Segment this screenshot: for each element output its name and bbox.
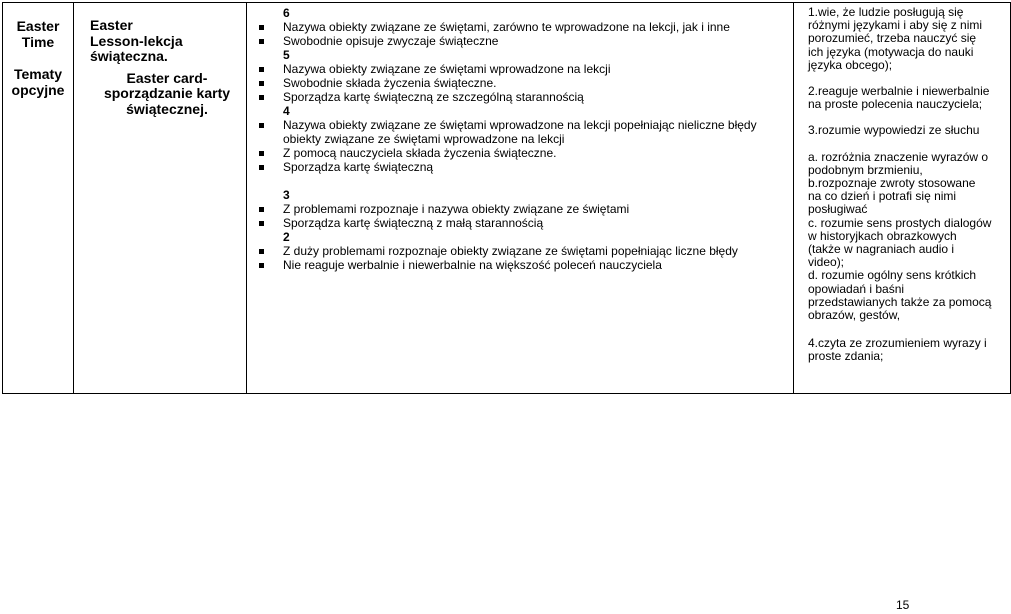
grade-heading: 3 [283,188,290,202]
square-bullet-icon [259,151,264,156]
square-bullet-icon [259,165,264,170]
requirement-line: (także w nagraniach audio i [808,242,955,257]
requirement-line: b.rozpoznaje zwroty stosowane [808,176,976,191]
topic-line: Time [21,34,55,50]
square-bullet-icon [259,249,264,254]
lesson-line: świątecznej. [126,100,208,117]
topic-line: Tematy [14,66,62,82]
requirement-line: obrazów, gestów, [808,308,901,323]
topic-line: opcyjne [11,82,65,98]
requirement-line: c. rozumie sens prostych dialogów [808,215,992,230]
criteria-list [259,118,789,174]
list-item: Z problemami rozpoznaje i nazywa obiekty związane ze świętami [259,202,789,216]
lesson-line: świąteczna. [90,48,168,64]
square-bullet-icon [259,39,264,44]
curriculum-requirements-cell [794,3,1011,394]
criteria-list [259,202,789,230]
criteria-list [259,20,789,48]
lesson-line: Lesson-lekcja [90,32,183,49]
square-bullet-icon [259,67,264,72]
list-item: Z duży problemami rozpoznaje obiekty związane ze świętami popełniając liczne błędy [259,244,789,258]
list-item: Nazywa obiekty związane ze świętami wprowadzone na lekcji popełniając nieliczne błędy obiekty związane ze świętami wprowadzone na lekcji [259,118,789,146]
list-item: Swobodnie opisuje zwyczaje świąteczne [259,34,789,48]
requirement-line: języka obcego); [808,57,893,72]
requirement-line: przedstawianych także za pomocą [808,294,992,309]
grade-heading: 5 [283,48,290,62]
requirement-line: posługiwać [808,202,868,217]
requirement-line: 3.rozumie wypowiedzi ze słuchu [808,123,980,138]
grading-criteria-cell [247,3,794,394]
topic-cell [3,3,74,394]
square-bullet-icon [259,263,264,268]
requirement-line: na proste polecenia nauczyciela; [808,97,983,112]
lesson-line: Easter [90,17,133,33]
square-bullet-icon [259,221,264,226]
grade-heading: 2 [283,230,290,244]
criteria-list [259,62,789,104]
requirement-line: a. rozróżnia znaczenie wyrazów o [808,149,989,164]
list-item: Sporządza kartę świąteczną [259,160,789,174]
list-item: Nazywa obiekty związane ze świętami wprowadzone na lekcji [259,62,789,76]
requirement-line: podobnym brzmieniu, [808,162,923,177]
criteria-list [259,244,789,272]
lesson-line: Easter card- [126,69,208,86]
grade-heading: 6 [283,6,290,20]
list-item: Sporządza kartę świąteczną z małą starannością [259,216,789,230]
requirement-line: 4.czyta ze zrozumieniem wyrazy i [808,336,987,351]
requirement-line: d. rozumie ogólny sens krótkich [808,268,977,283]
list-item: Swobodnie składa życzenia świąteczne. [259,76,789,90]
list-item: Nazywa obiekty związane ze świętami, zarówno te wprowadzone na lekcji, jak i inne [259,20,789,34]
lesson-line: sporządzanie karty [103,85,231,101]
grade-heading: 4 [283,104,290,118]
requirement-line: na co dzień i potrafi się nimi [808,189,957,204]
requirement-line: ich języka (motywacja do nauki [808,44,974,59]
requirement-line: 2.reaguje werbalnie i niewerbalnie [808,84,990,99]
list-item: Z pomocą nauczyciela składa życzenia świąteczne. [259,146,789,160]
requirement-line: porozumieć, trzeba nauczyć się [808,31,977,46]
requirement-line: video); [808,255,845,270]
square-bullet-icon [259,123,264,128]
curriculum-table [2,2,1011,394]
list-item: Nie reaguje werbalnie i niewerbalnie na większość poleceń nauczyciela [259,258,789,272]
square-bullet-icon [259,207,264,212]
square-bullet-icon [259,95,264,100]
requirement-line: 1.wie, że ludzie posługują się [808,5,964,19]
requirement-line: w historyjkach obrazkowych [808,228,957,243]
page-number: 15 [896,598,910,612]
square-bullet-icon [259,25,264,30]
square-bullet-icon [259,81,264,86]
requirement-line: różnymi językami i aby się z nimi [808,18,983,33]
requirement-line: proste zdania; [808,349,884,364]
table-row [3,3,1011,394]
lesson-cell [74,3,247,394]
topic-line: Easter [16,18,60,34]
list-item: Sporządza kartę świąteczną ze szczególną starannością [259,90,789,104]
requirement-line: opowiadań i baśni [808,281,905,296]
